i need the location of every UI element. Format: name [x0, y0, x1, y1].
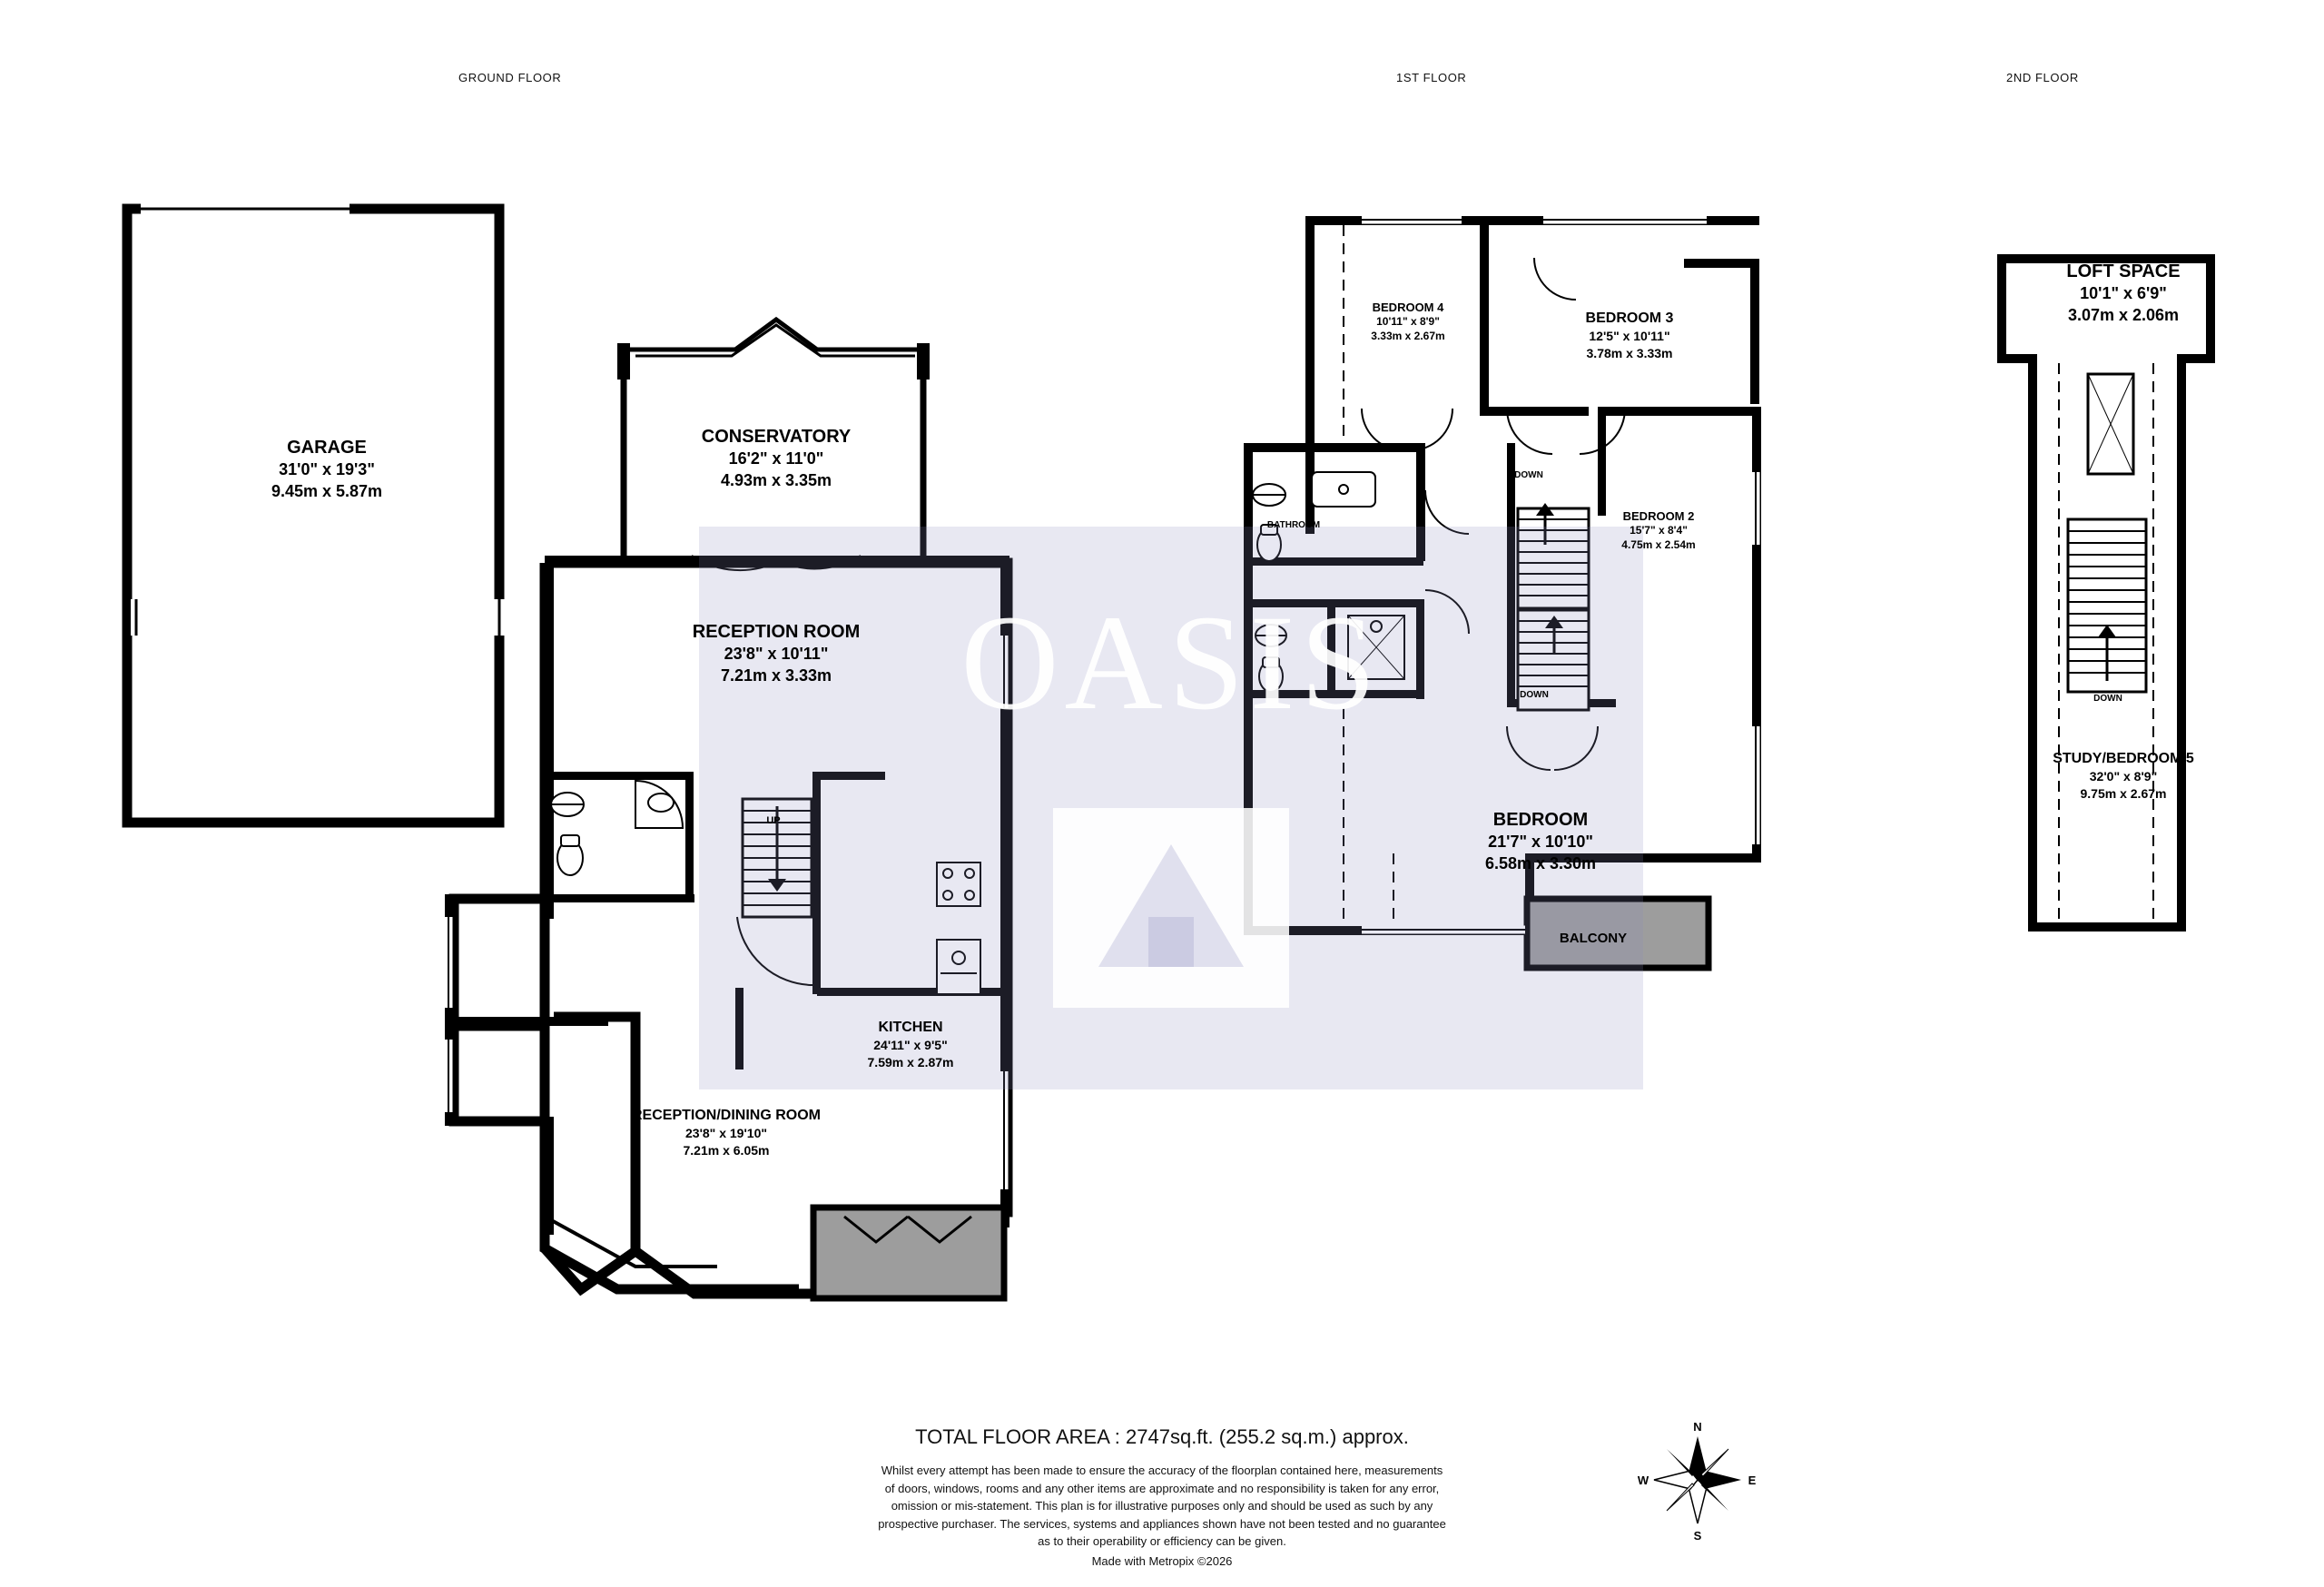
room-dim-imperial: 21'7" x 10'10"	[1488, 833, 1593, 852]
room-dim-metric: 9.45m x 5.87m	[271, 482, 383, 501]
room-label-reception-room	[693, 620, 860, 687]
room-label-bedroom-2	[1621, 508, 1695, 553]
room-label-loft-space	[2066, 260, 2180, 327]
room-dim-imperial: 12'5" x 10'11"	[1589, 329, 1670, 344]
room-dim-imperial: 23'8" x 19'10"	[684, 1126, 768, 1141]
footer-block	[0, 1425, 2324, 1568]
room-name: BEDROOM	[1492, 810, 1589, 830]
room-label-kitchen	[868, 1018, 954, 1070]
room-name: BEDROOM 3	[1585, 310, 1674, 326]
room-dim-metric: 9.75m x 2.67m	[2080, 785, 2167, 801]
room-dim-metric: 7.21m x 6.05m	[683, 1142, 770, 1158]
made-with-credit: Made with Metropix ©2026	[1091, 1553, 1233, 1568]
room-label-bedroom	[1485, 808, 1596, 875]
loft-staircase	[2068, 374, 2146, 692]
disclaimer-line: prospective purchaser. The services, systems and appliances shown have not been tested and no guarantee	[878, 1516, 1446, 1531]
disclaimer-line: as to their operability or efficiency can be given.	[1038, 1534, 1286, 1548]
room-label-reception-dining-room	[632, 1106, 821, 1158]
watermark-text: OASIS	[960, 587, 1382, 738]
floor-title-second: 2ND FLOOR	[2006, 71, 2079, 84]
room-dim-imperial: 10'11" x 8'9"	[1376, 315, 1440, 329]
room-label-bedroom-3	[1586, 309, 1674, 361]
ground-staircase	[737, 799, 812, 985]
compass-west-label: W	[1637, 1474, 1649, 1487]
room-dim-imperial: 16'2" x 11'0"	[728, 449, 824, 468]
compass-east-label: E	[1748, 1474, 1757, 1487]
room-name: LOFT SPACE	[2066, 261, 2181, 281]
room-dim-metric: 7.59m x 2.87m	[867, 1054, 954, 1070]
room-dim-metric: 3.78m x 3.33m	[1586, 345, 1673, 360]
room-dim-imperial: 10'1" x 6'9"	[2080, 284, 2167, 303]
compass-icon	[1634, 1416, 1761, 1543]
floor-title-ground: GROUND FLOOR	[458, 71, 562, 84]
room-dim-imperial: 32'0" x 8'9"	[2089, 769, 2158, 784]
room-dim-imperial: 15'7" x 8'4"	[1630, 524, 1688, 537]
room-label-study-bedroom-5	[2053, 749, 2194, 802]
kitchen-fixtures	[937, 862, 980, 994]
room-dim-metric: 7.21m x 3.33m	[720, 666, 832, 685]
disclaimer-line: omission or mis-statement. This plan is for illustrative purposes only and should be used as such by any	[891, 1499, 1433, 1513]
disclaimer-line: of doors, windows, rooms and any other items are approximate and no responsibility is taken for any error,	[884, 1481, 1440, 1495]
stair-direction-down-1: DOWN	[1514, 470, 1543, 480]
room-name: STUDY/BEDROOM 5	[2053, 751, 2194, 766]
room-dim-metric: 3.07m x 2.06m	[2067, 306, 2180, 325]
room-name: RECEPTION ROOM	[692, 622, 861, 642]
room-dim-metric: 4.75m x 2.54m	[1621, 537, 1696, 551]
room-name: BEDROOM 4	[1372, 301, 1444, 314]
room-dim-metric: 3.33m x 2.67m	[1371, 329, 1445, 342]
room-dim-metric: 4.93m x 3.35m	[720, 471, 832, 490]
total-floor-area: TOTAL FLOOR AREA : 2747sq.ft. (255.2 sq.m.) approx.	[915, 1425, 1409, 1448]
floor-title-first: 1ST FLOOR	[1396, 71, 1467, 84]
room-dim-imperial: 31'0" x 19'3"	[279, 460, 375, 479]
room-dim-imperial: 24'11" x 9'5"	[873, 1038, 948, 1053]
garage-outline	[127, 203, 507, 823]
room-name: BEDROOM 2	[1622, 509, 1695, 523]
room-label-balcony: BALCONY	[1559, 931, 1628, 946]
ground-entry-porch	[813, 1208, 1004, 1298]
disclaimer-line: Whilst every attempt has been made to ensure the accuracy of the floorplan contained here, measurements	[881, 1464, 1443, 1477]
room-dim-imperial: 23'8" x 10'11"	[724, 645, 829, 664]
room-label-conservatory	[702, 425, 851, 492]
first-floor-staircase	[1518, 503, 1589, 710]
room-name: CONSERVATORY	[701, 427, 852, 447]
stair-direction-up: UP	[766, 815, 781, 826]
compass-south-label: S	[1693, 1529, 1702, 1543]
room-dim-metric: 6.58m x 3.30m	[1484, 854, 1597, 873]
room-name: RECEPTION/DINING ROOM	[631, 1108, 822, 1123]
ground-bathroom-fixtures	[551, 781, 683, 875]
room-label-garage	[271, 436, 382, 503]
room-label-bedroom-4	[1371, 300, 1444, 344]
room-label-bathroom: BATHROOM	[1266, 520, 1321, 530]
room-name: GARAGE	[287, 438, 367, 458]
room-name: KITCHEN	[878, 1020, 943, 1035]
compass-north-label: N	[1693, 1420, 1702, 1434]
disclaimer	[0, 1462, 2324, 1551]
stair-direction-down-2: DOWN	[1520, 690, 1549, 700]
stair-direction-down-3: DOWN	[2093, 694, 2122, 704]
